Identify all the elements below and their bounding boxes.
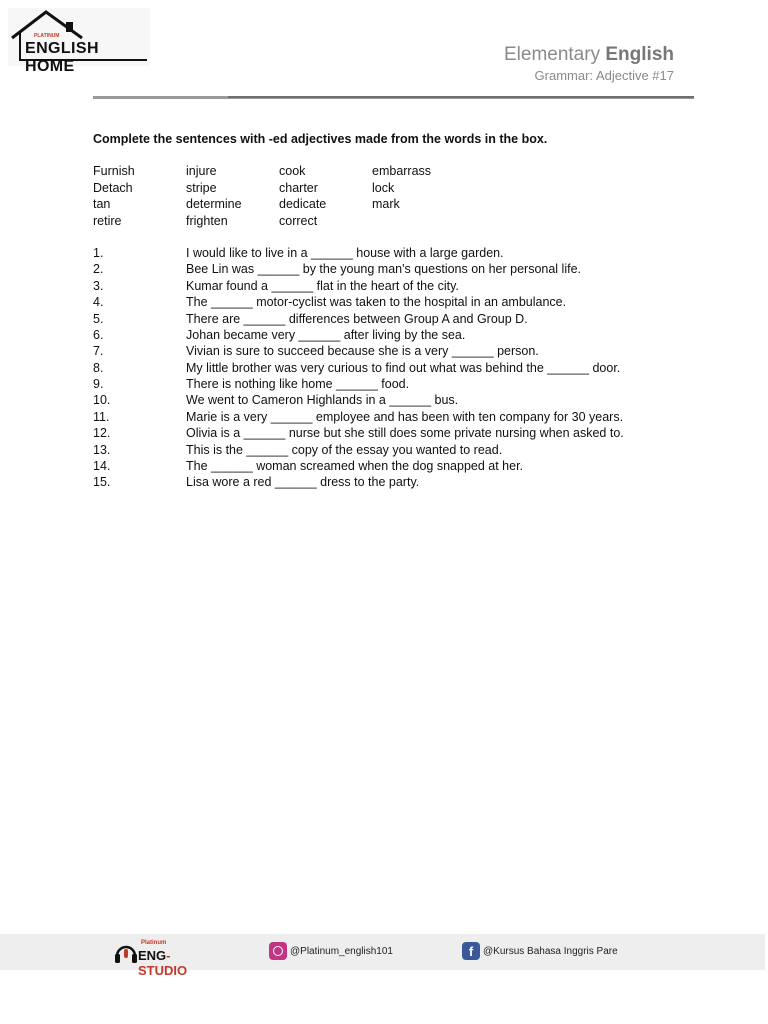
- word-box-item: tan: [93, 197, 111, 212]
- question-item: [93, 294, 624, 310]
- question-item: [93, 458, 624, 474]
- title-light: Elementary: [503, 44, 601, 65]
- studio-rest: -STUDIO: [138, 948, 188, 978]
- question-number: 10.: [93, 393, 111, 408]
- facebook-handle: @Kursus Bahasa Inggris Pare: [483, 945, 618, 957]
- title-bold: English: [605, 44, 674, 65]
- footer: [0, 934, 765, 978]
- word-box-item: retire: [93, 213, 122, 228]
- question-text: Vivian is sure to succeed because she is a very ______ person.: [186, 344, 539, 359]
- question-item: [93, 278, 624, 294]
- word-box-item: determine: [186, 197, 242, 212]
- question-text: We went to Cameron Highlands in a ______ bus.: [186, 393, 459, 408]
- question-text: There is nothing like home ______ food.: [186, 377, 410, 392]
- question-text: The ______ woman screamed when the dog snapped at her.: [186, 459, 524, 474]
- question-text: Olivia is a ______ nurse but she still does some private nursing when asked to.: [186, 426, 624, 441]
- studio-small: Platinum: [141, 940, 167, 946]
- facebook-icon: f: [462, 942, 480, 960]
- question-item: [93, 442, 624, 458]
- question-text: Bee Lin was ______ by the young man's questions on her personal life.: [186, 262, 582, 277]
- word-box-item: cook: [279, 164, 306, 179]
- question-text: There are ______ differences between Group A and Group D.: [186, 311, 528, 326]
- question-item: [93, 261, 624, 277]
- facebook-link[interactable]: [462, 942, 618, 960]
- question-item: [93, 360, 624, 376]
- question-number: 13.: [93, 442, 111, 457]
- word-box-item: mark: [372, 197, 400, 212]
- question-number: 15.: [93, 475, 111, 490]
- instruction: Complete the sentences with -ed adjectives made from the words in the box.: [93, 132, 548, 146]
- question-item: [93, 343, 624, 359]
- studio-name: [138, 948, 214, 978]
- question-number: 11.: [93, 409, 110, 424]
- word-box-item: stripe: [186, 180, 217, 195]
- instagram-icon: [269, 942, 287, 960]
- question-number: 3.: [93, 278, 104, 293]
- studio-eng: ENG: [138, 948, 167, 963]
- word-box-item: charter: [279, 180, 318, 195]
- question-item: [93, 409, 624, 425]
- question-item: [93, 376, 624, 392]
- page-subtitle: Grammar: Adjective #17: [534, 68, 674, 83]
- question-number: 2.: [93, 262, 104, 277]
- question-number: 5.: [93, 311, 104, 326]
- word-box: [93, 163, 624, 229]
- question-item: [93, 425, 624, 441]
- question-number: 6.: [93, 327, 104, 342]
- logo-brand: ENGLISH HOME: [25, 40, 99, 75]
- question-number: 1.: [93, 245, 104, 260]
- question-number: 9.: [93, 377, 104, 392]
- word-box-item: frighten: [186, 213, 228, 228]
- logo: [8, 8, 150, 75]
- word-box-item: Furnish: [93, 164, 135, 179]
- word-box-item: [372, 213, 465, 229]
- question-number: 14.: [93, 459, 111, 474]
- word-box-item: Detach: [93, 180, 133, 195]
- question-item: [93, 474, 624, 490]
- question-item: [93, 311, 624, 327]
- question-text: The ______ motor-cyclist was taken to the hospital in an ambulance.: [186, 295, 567, 310]
- question-text: Marie is a very ______ employee and has been with ten company for 30 years.: [186, 409, 624, 424]
- studio-logo: [114, 940, 214, 978]
- page-title: [504, 44, 674, 66]
- word-box-item: correct: [279, 213, 318, 228]
- question-number: 8.: [93, 360, 104, 375]
- question-item: [93, 392, 624, 408]
- question-text: Kumar found a ______ flat in the heart of the city.: [186, 278, 459, 293]
- question-text: My little brother was very curious to find out what was behind the ______ door.: [186, 360, 621, 375]
- question-item: [93, 327, 624, 343]
- word-box-item: injure: [186, 164, 217, 179]
- headphones-icon: [114, 940, 138, 966]
- question-number: 12.: [93, 426, 111, 441]
- instagram-link[interactable]: [269, 942, 393, 960]
- logo-brand-small: PLATINUM: [34, 33, 60, 39]
- header-divider: [93, 96, 694, 99]
- word-box-item: lock: [372, 180, 395, 195]
- worksheet: [93, 131, 624, 491]
- question-text: I would like to live in a ______ house with a large garden.: [186, 245, 504, 260]
- question-item: [93, 245, 624, 261]
- word-box-item: dedicate: [279, 197, 327, 212]
- question-number: 7.: [93, 344, 104, 359]
- question-text: Lisa wore a red ______ dress to the party.: [186, 475, 420, 490]
- question-number: 4.: [93, 295, 104, 310]
- question-text: Johan became very ______ after living by the sea.: [186, 327, 466, 342]
- question-text: This is the ______ copy of the essay you wanted to read.: [186, 442, 503, 457]
- word-box-item: embarrass: [372, 164, 432, 179]
- question-list: [93, 245, 624, 491]
- instagram-handle: @Platinum_english101: [290, 945, 393, 957]
